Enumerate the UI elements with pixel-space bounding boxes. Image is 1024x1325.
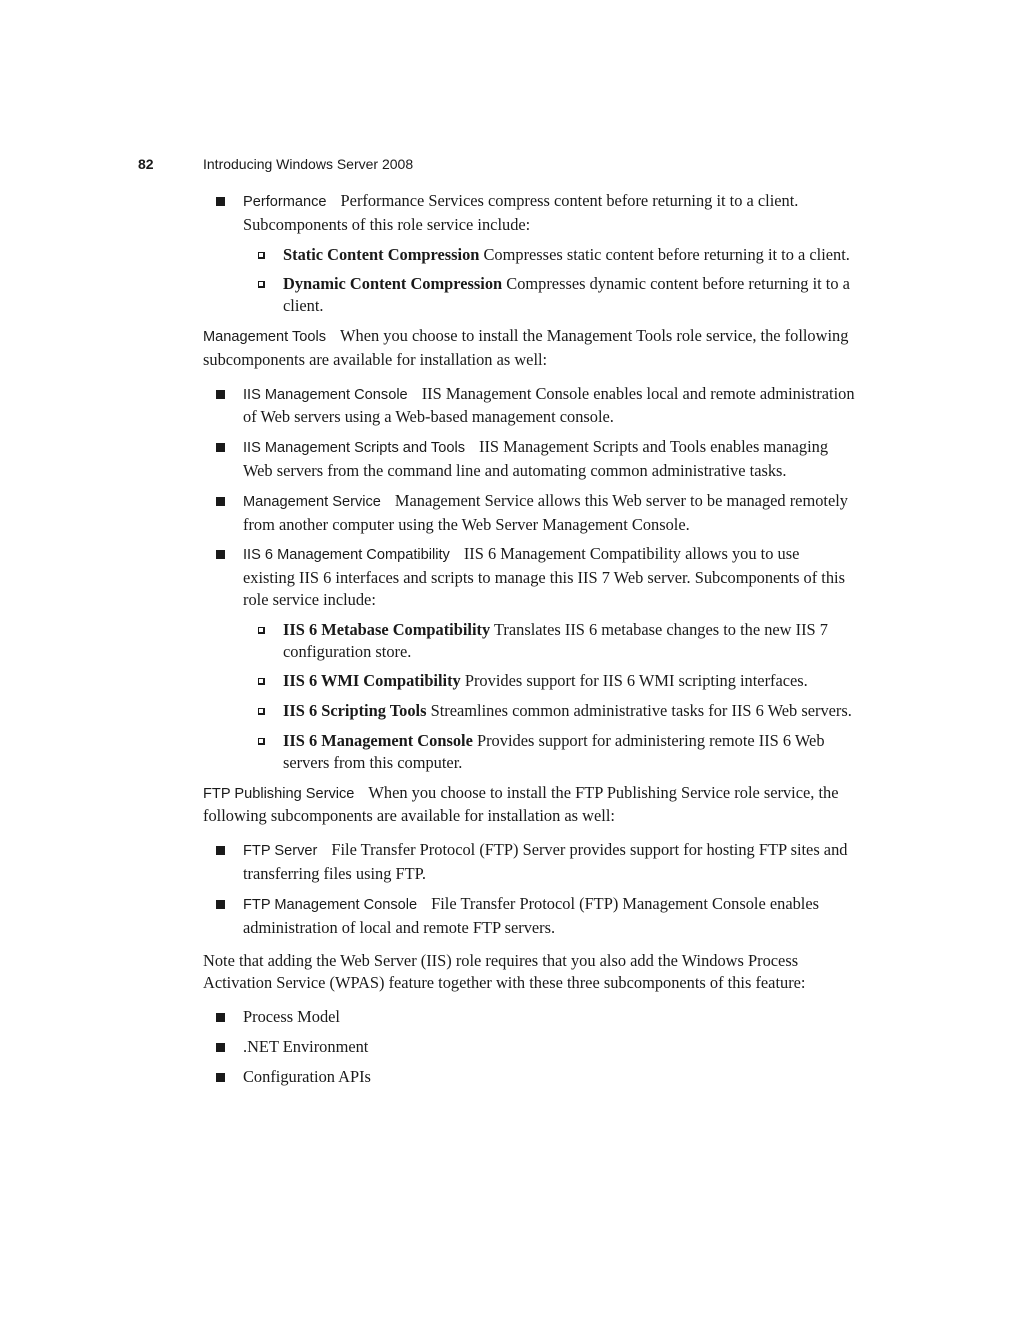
running-title: Introducing Windows Server 2008 (203, 156, 414, 172)
item-text: Configuration APIs (243, 1066, 371, 1086)
bullet-item (203, 543, 855, 610)
sub-bullet (203, 700, 855, 722)
bullet-performance (203, 190, 855, 236)
page-number: 82 (138, 156, 154, 172)
bullet-item (203, 490, 855, 536)
item-text: IIS Management Console enables local and remote administration of Web servers using a Web-based management console. (243, 383, 855, 427)
bullet-item (203, 436, 855, 482)
sub-bullet (203, 730, 855, 774)
item-text: Process Model (243, 1006, 340, 1026)
item-term: FTP Server (243, 843, 318, 860)
sub-bullet (203, 244, 855, 266)
item-text: File Transfer Protocol (FTP) Management Console enables administration of local and remote FTP servers. (243, 893, 820, 937)
sub-term: IIS 6 WMI Compatibility (283, 671, 461, 691)
term-performance: Performance (243, 194, 327, 210)
paragraph-management-tools (203, 325, 855, 371)
item-term: Management Service (243, 493, 381, 510)
item-term: IIS Management Scripts and Tools (243, 440, 465, 457)
bullet-item (203, 383, 855, 429)
bullet-item (203, 1036, 855, 1058)
item-term: FTP Management Console (243, 896, 418, 913)
bullet-item (203, 893, 855, 939)
page-body (203, 190, 855, 1095)
term-ftp-publishing: FTP Publishing Service (203, 785, 355, 802)
bullet-item (203, 1066, 855, 1088)
sub-text: Compresses static content before returning it to a client. (483, 244, 850, 264)
sub-term: IIS 6 Metabase Compatibility (283, 619, 491, 639)
sub-term: IIS 6 Scripting Tools (283, 701, 427, 721)
sub-text: Translates IIS 6 metabase changes to the new IIS 7 configuration store. (283, 619, 828, 661)
sub-term: Static Content Compression (283, 244, 480, 264)
term-management-tools: Management Tools (203, 328, 327, 345)
bullet-item (203, 839, 855, 885)
text-management-tools: When you choose to install the Management Tools role service, the following subcomponents are available for installation as well: (203, 325, 849, 369)
paragraph-note (203, 950, 855, 994)
sub-text: Compresses dynamic content before returning it to a client. (283, 274, 850, 316)
item-term: IIS Management Console (243, 386, 408, 403)
sub-text: Provides support for administering remote IIS 6 Web servers from this computer. (283, 730, 825, 772)
bullet-item (203, 1006, 855, 1028)
item-text: Management Service allows this Web server to be managed remotely from another computer using the Web Server Management Console. (243, 490, 848, 534)
item-text: IIS 6 Management Compatibility allows you to use existing IIS 6 interfaces and scripts to manage this IIS 7 Web server. Subcomponents of this role service include: (243, 544, 845, 609)
item-text: File Transfer Protocol (FTP) Server provides support for hosting FTP sites and transferring files using FTP. (243, 840, 848, 883)
item-term: IIS 6 Management Compatibility (243, 547, 450, 564)
sub-bullet (203, 273, 855, 317)
sub-term: IIS 6 Management Console (283, 730, 473, 750)
text-performance: Performance Services compress content before returning it to a client. Subcomponents of this role service include: (243, 191, 799, 234)
sub-text: Streamlines common administrative tasks for IIS 6 Web servers. (430, 701, 852, 721)
sub-term: Dynamic Content Compression (283, 274, 503, 294)
sub-bullet (203, 619, 855, 663)
sub-text: Provides support for IIS 6 WMI scripting interfaces. (464, 671, 808, 691)
item-text: IIS Management Scripts and Tools enables managing Web servers from the command line and automating common administrative tasks. (243, 437, 829, 480)
item-text: .NET Environment (243, 1036, 369, 1056)
note-text: Note that adding the Web Server (IIS) role requires that you also add the Windows Process Activation Service (WPAS) feature together with these three subcomponents of this feature: (203, 951, 806, 993)
text-ftp-publishing: When you choose to install the FTP Publishing Service role service, the following subcomponents are available for installation as well: (203, 782, 839, 826)
sub-bullet (203, 670, 855, 692)
paragraph-ftp-publishing (203, 782, 855, 828)
